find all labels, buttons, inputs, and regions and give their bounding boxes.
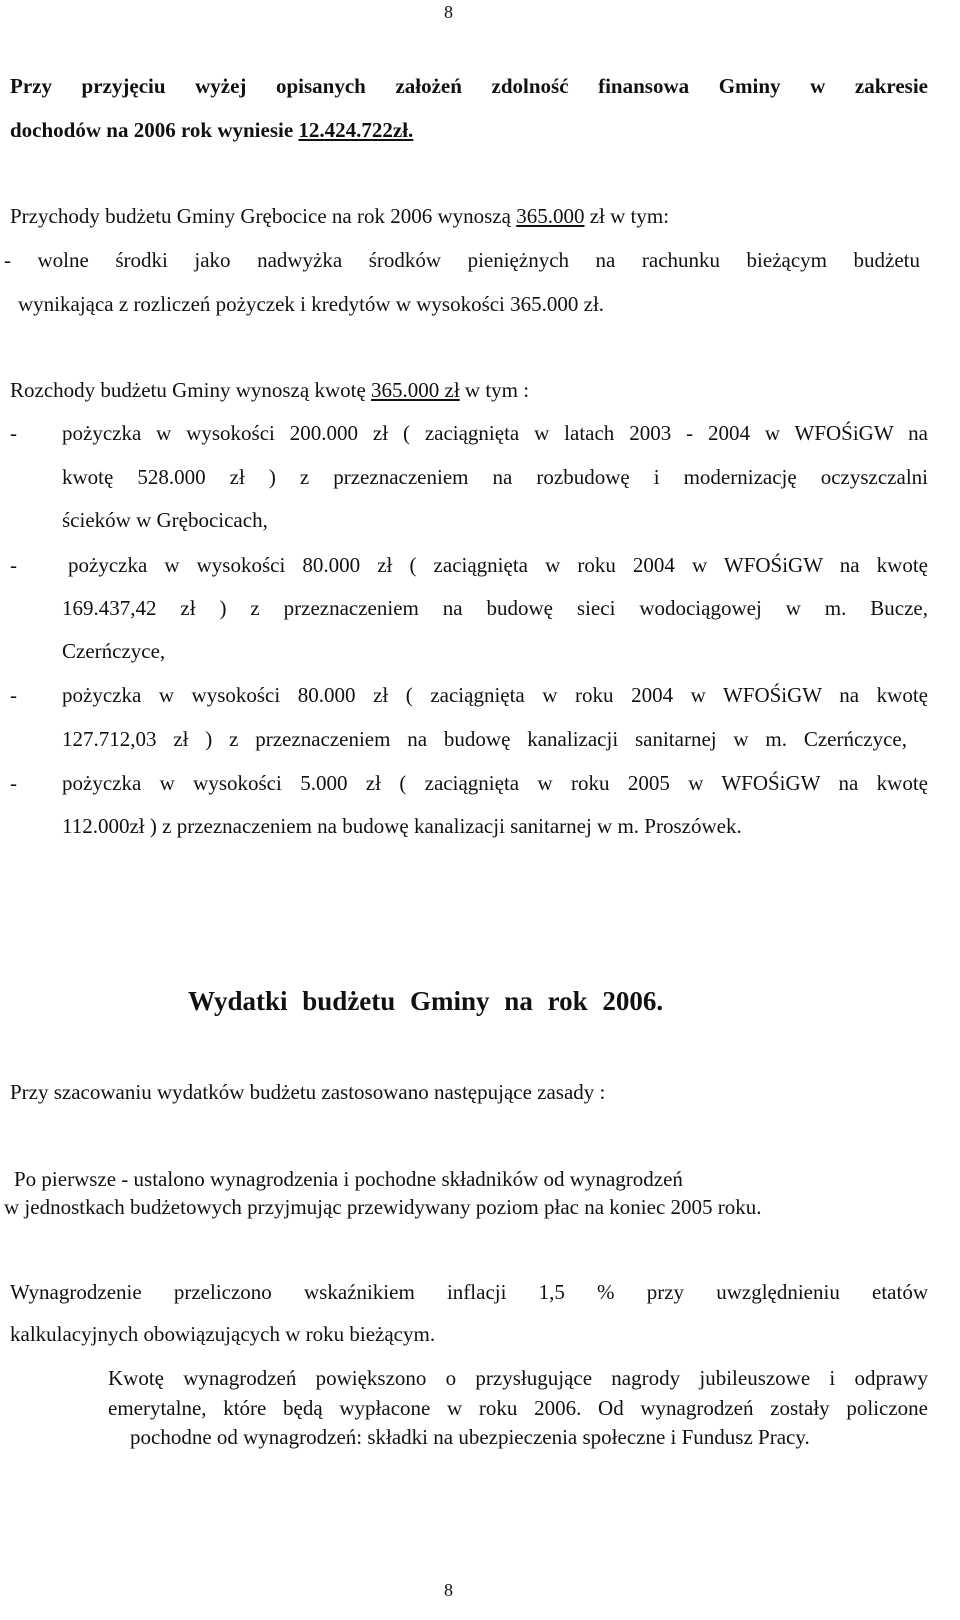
loan-2-line-1: pożyczka w wysokości 80.000 zł ( zaciągnięta w roku 2004 w WFOŚiGW na kwotę bbox=[68, 553, 928, 577]
revenue-item-line-2: wynikająca z rozliczeń pożyczek i kredytów w wysokości 365.000 zł. bbox=[18, 292, 605, 316]
loan-1-line-1: pożyczka w wysokości 200.000 zł ( zaciągnięta w latach 2003 - 2004 w WFOŚiGW na bbox=[62, 421, 928, 445]
capacity-line-2-text: dochodów na 2006 rok wyniesie bbox=[10, 118, 299, 142]
bonus-line-2: emerytalne, które będą wypłacone w roku 2006. Od wynagrodzeń zostały policzone bbox=[108, 1396, 928, 1420]
capacity-amount: 12.424.722zł. bbox=[298, 118, 414, 142]
revenue-intro-text: Przychody budżetu Gminy Grębocice na rok 2006 wynoszą bbox=[10, 204, 517, 228]
loan-2-line-3: Czerńczyce, bbox=[62, 639, 166, 663]
loan-2-dash: - bbox=[10, 553, 17, 577]
expenditure-intro-text: Rozchody budżetu Gminy wynoszą kwotę bbox=[10, 378, 372, 402]
page-number-top: 8 bbox=[444, 2, 453, 22]
revenue-amount: 365.000 bbox=[516, 204, 585, 228]
first-principle-line-2: w jednostkach budżetowych przyjmując przewidywany poziom płac na koniec 2005 roku. bbox=[4, 1195, 762, 1219]
loan-4-line-2: 112.000zł ) z przeznaczeniem na budowę kanalizacji sanitarnej w m. Proszówek. bbox=[62, 814, 742, 838]
inflation-line-1: Wynagrodzenie przeliczono wskaźnikiem inflacji 1,5 % przy uwzględnieniu etatów bbox=[10, 1280, 928, 1304]
page-number-bottom: 8 bbox=[444, 1580, 453, 1600]
revenue-item-line-1: - wolne środki jako nadwyżka środków pieniężnych na rachunku bieżącym budżetu bbox=[4, 248, 920, 272]
principles-intro: Przy szacowaniu wydatków budżetu zastosowano następujące zasady : bbox=[10, 1080, 606, 1104]
capacity-line-2 bbox=[10, 118, 413, 143]
expenditure-intro bbox=[10, 378, 529, 403]
loan-2-line-2: 169.437,42 zł ) z przeznaczeniem na budowę sieci wodociągowej w m. Bucze, bbox=[62, 596, 928, 620]
loan-4-dash: - bbox=[10, 771, 17, 795]
loan-3-line-1: pożyczka w wysokości 80.000 zł ( zaciągnięta w roku 2004 w WFOŚiGW na kwotę bbox=[62, 683, 928, 707]
revenue-intro-tail: zł w tym: bbox=[584, 204, 670, 228]
loan-1-line-3: ścieków w Grębocicach, bbox=[62, 508, 268, 532]
loan-4-line-1: pożyczka w wysokości 5.000 zł ( zaciągnięta w roku 2005 w WFOŚiGW na kwotę bbox=[62, 771, 928, 795]
loan-3-dash: - bbox=[10, 683, 17, 707]
revenue-intro bbox=[10, 204, 669, 229]
section-heading: Wydatki budżetu Gminy na rok 2006. bbox=[188, 986, 664, 1016]
bonus-line-1: Kwotę wynagrodzeń powiększono o przysługujące nagrody jubileuszowe i odprawy bbox=[108, 1366, 928, 1390]
first-principle-line-1: Po pierwsze - ustalono wynagrodzenia i pochodne składników od wynagrodzeń bbox=[14, 1167, 683, 1191]
expenditure-amount: 365.000 zł bbox=[371, 378, 460, 402]
loan-1-dash: - bbox=[10, 421, 17, 445]
bonus-line-3: pochodne od wynagrodzeń: składki na ubezpieczenia społeczne i Fundusz Pracy. bbox=[130, 1425, 810, 1449]
expenditure-intro-tail: w tym : bbox=[459, 378, 530, 402]
inflation-line-2: kalkulacyjnych obowiązujących w roku bieżącym. bbox=[10, 1322, 436, 1346]
loan-3-line-2: 127.712,03 zł ) z przeznaczeniem na budowę kanalizacji sanitarnej w m. Czerńczyce, bbox=[62, 727, 907, 751]
loan-1-line-2: kwotę 528.000 zł ) z przeznaczeniem na rozbudowę i modernizację oczyszczalni bbox=[62, 465, 928, 489]
capacity-line-1: Przy przyjęciu wyżej opisanych założeń zdolność finansowa Gminy w zakresie bbox=[10, 74, 928, 98]
